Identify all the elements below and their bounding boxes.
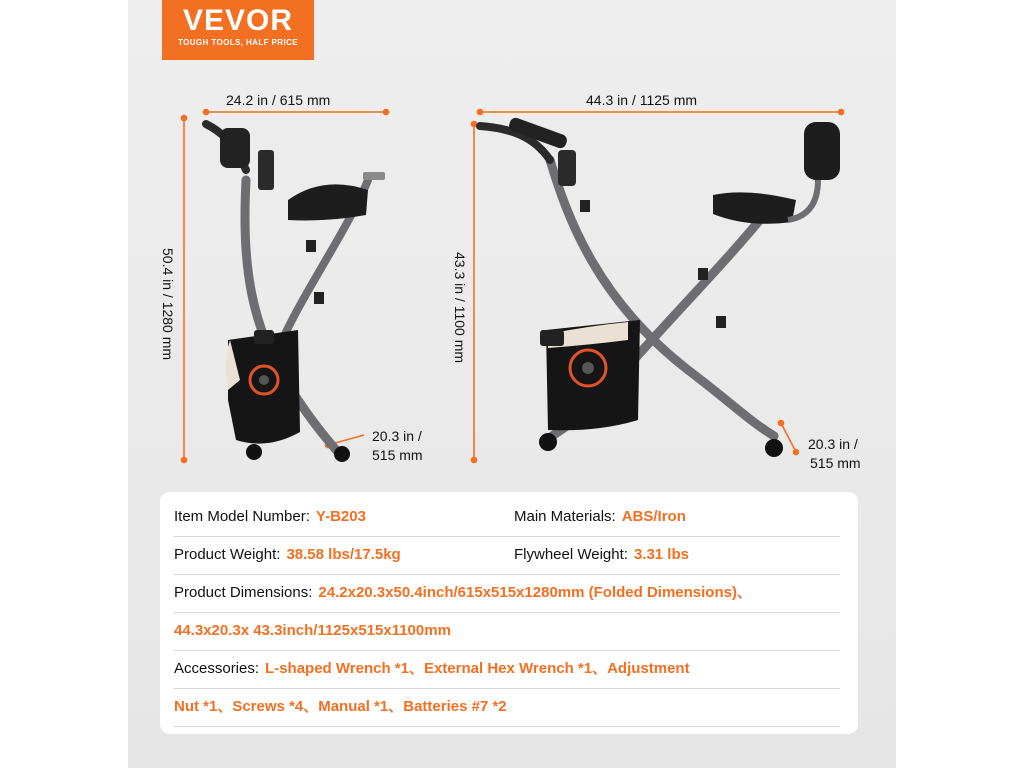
accessories-value-1: L-shaped Wrench *1、External Hex Wrench *1、Adjustment xyxy=(265,660,690,677)
dimensions-value-2: 44.3x20.3x 43.3inch/1125x515x1100mm xyxy=(174,622,451,639)
bike-illustration xyxy=(128,0,896,490)
folded-height-label: 50.4 in / 1280 mm xyxy=(160,248,176,361)
materials-value: ABS/Iron xyxy=(621,508,686,525)
flywheel-value: 3.31 lbs xyxy=(633,546,689,563)
dimensions-label: Product Dimensions: xyxy=(174,584,313,601)
spec-row-accessories-cont xyxy=(174,688,840,727)
open-length-label: 44.3 in / 1125 mm xyxy=(586,92,698,108)
accessories-label: Accessories: xyxy=(174,660,260,677)
folded-depth-label-2: 515 mm xyxy=(372,447,423,463)
flywheel-label: Flywheel Weight: xyxy=(514,546,628,563)
folded-width-label: 24.2 in / 615 mm xyxy=(226,92,331,108)
open-height-label: 43.3 in / 1100 mm xyxy=(452,252,468,364)
spec-row-weight xyxy=(174,536,840,575)
unfolded-bike xyxy=(480,116,840,457)
spec-row-accessories xyxy=(174,650,840,689)
model-label: Item Model Number: xyxy=(174,508,310,525)
spec-row-model xyxy=(174,498,840,537)
materials-cell xyxy=(514,498,686,536)
weight-label: Product Weight: xyxy=(174,546,281,563)
spec-row-dimensions-cont xyxy=(174,612,840,651)
product-image-panel xyxy=(128,0,896,768)
open-depth-label-2: 515 mm xyxy=(810,455,861,471)
spec-row-dimensions xyxy=(174,574,840,613)
weight-value: 38.58 lbs/17.5kg xyxy=(286,546,401,563)
logo-tagline: TOUGH TOOLS, HALF PRICE xyxy=(177,38,299,47)
folded-depth-label-1: 20.3 in / xyxy=(372,428,422,444)
model-value: Y-B203 xyxy=(315,508,366,525)
materials-label: Main Materials: xyxy=(514,508,616,525)
open-depth-label-1: 20.3 in / xyxy=(808,436,858,452)
folded-bike xyxy=(206,124,385,462)
accessories-value-2: Nut *1、Screws *4、Manual *1、Batteries #7 *2 xyxy=(174,698,507,715)
flywheel-cell xyxy=(514,536,689,574)
logo-brand: VEVOR xyxy=(182,4,294,37)
spec-table xyxy=(160,492,858,734)
dimensions-value-1: 24.2x20.3x50.4inch/615x515x1280mm (Folded Dimensions)、 xyxy=(318,584,752,601)
